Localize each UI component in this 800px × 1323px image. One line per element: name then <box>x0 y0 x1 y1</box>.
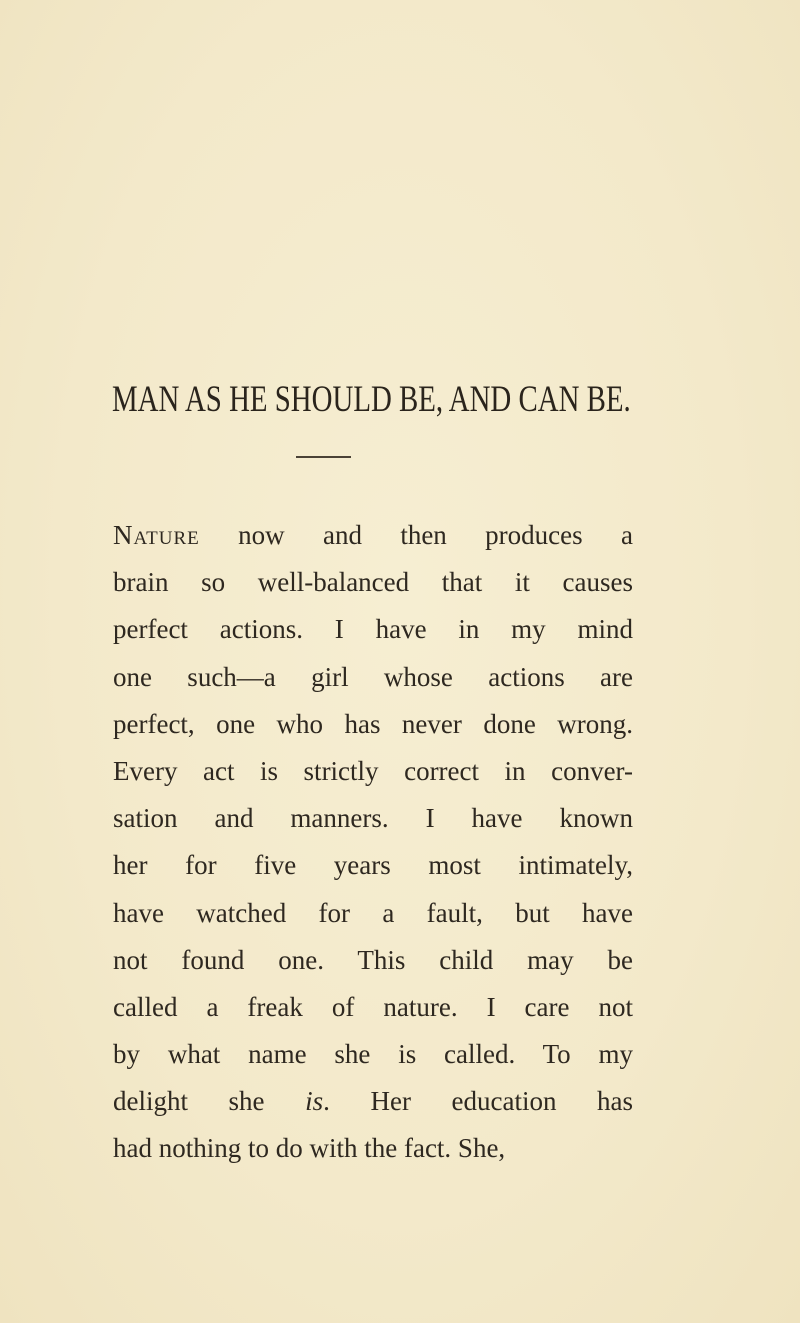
text-line: Every act is strictly correct in conver- <box>113 755 633 786</box>
body-paragraph <box>113 512 633 1173</box>
text-line: delight she is. Her education has <box>113 1086 634 1117</box>
text-line: not found one. This child may be <box>113 944 633 975</box>
text-line: perfect actions. I have in my mind <box>113 614 633 645</box>
text-line: have watched for a fault, but have <box>113 897 633 928</box>
text-line: one such—a girl whose actions are <box>113 661 633 692</box>
page-heading: MAN AS HE SHOULD BE, AND CAN BE. <box>112 379 631 420</box>
text-line: Nature now and then produces a <box>113 520 633 550</box>
text-line: by what name she is called. To my <box>113 1039 633 1070</box>
text-line: sation and manners. I have known <box>113 803 633 834</box>
text-line: called a freak of nature. I care not <box>113 991 633 1022</box>
text-line: had nothing to do with the fact. She, <box>113 1133 506 1164</box>
lead-word: Nature <box>113 520 200 550</box>
text-line: brain so well-balanced that it causes <box>113 567 633 598</box>
text-line: perfect, one who has never done wrong. <box>113 708 633 739</box>
divider-rule <box>296 456 351 458</box>
emphasis: is <box>305 1086 324 1117</box>
text-line: her for five years most intimately, <box>113 850 633 881</box>
